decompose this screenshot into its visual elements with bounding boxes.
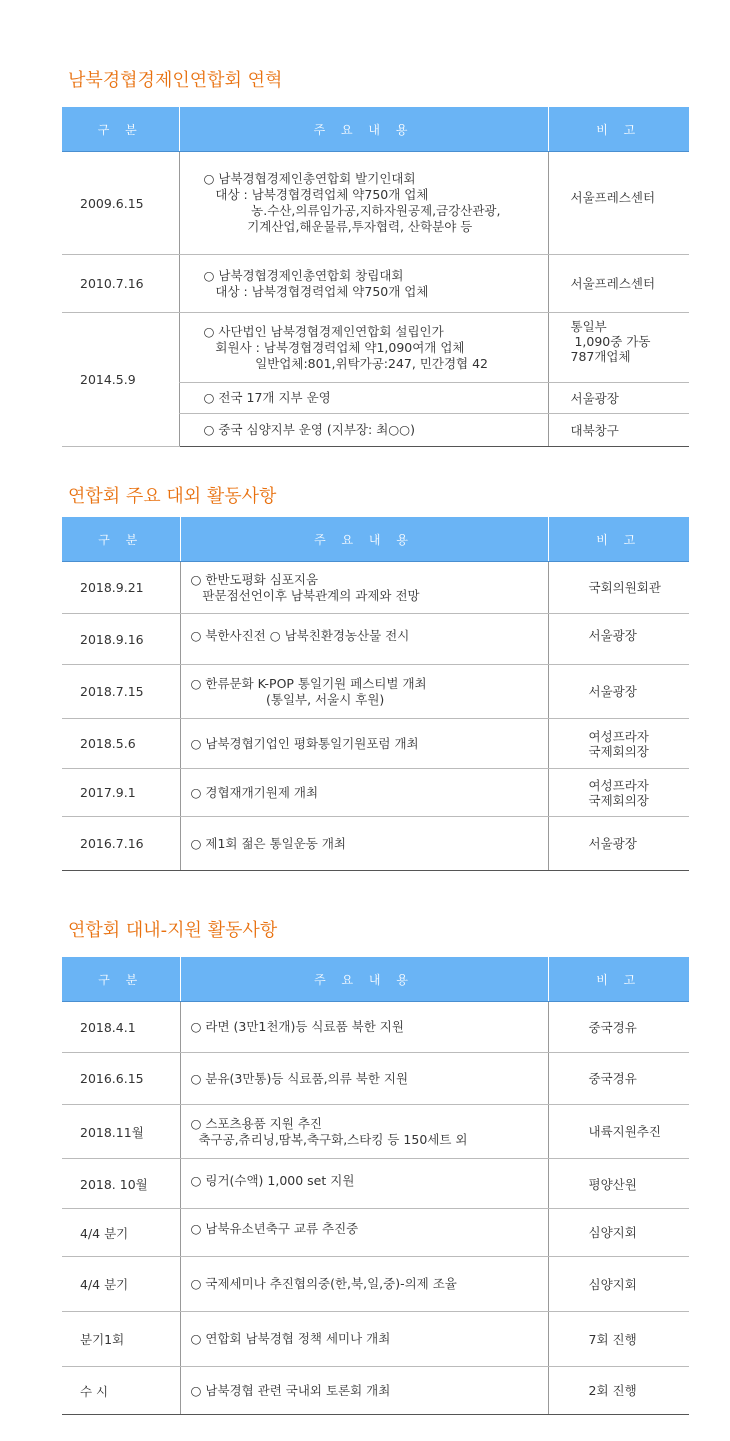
row-date: 4/4 분기 [62,1209,180,1257]
row-note [548,313,689,383]
row-date: 2016.6.15 [62,1053,180,1105]
row-note [548,562,689,614]
row-content [180,817,548,871]
note-line: 787개업체 [570,349,631,364]
note-line: 중국경유 [588,1019,637,1035]
content-line: ○ 국제세미나 추진협의중(한,북,일,중)-의제 조율 [190,1276,457,1291]
header-category: 구 분 [62,107,179,152]
note-line: 서울광장 [588,684,637,699]
row-note [548,383,689,414]
row-content [180,665,548,719]
content-line: ○ 스포츠용품 지원 추진 [190,1115,323,1131]
note-line: 서울프레스센터 [570,190,656,205]
content-line: ○ 사단법인 남북경협경제인연합회 설립인가 [203,323,444,339]
content-line: ○ 남북경협 관련 국내외 토론회 개최 [190,1382,391,1398]
row-note [548,1312,689,1367]
row-note [548,665,689,719]
row-content [180,1053,548,1105]
table-row [62,1159,689,1209]
content-line: ○ 한반도평화 심포지움 [190,571,319,587]
header-note: 비 고 [548,957,689,1002]
content-line: ○ 분유(3만통)등 식료품,의류 북한 지원 [190,1070,409,1086]
row-content [180,562,548,614]
row-note [548,719,689,769]
row-note [548,414,689,447]
content-line: ○ 라면 (3만1천개)등 식료품 북한 지원 [190,1019,404,1034]
header-category: 구 분 [62,517,180,562]
row-date: 2014.5.9 [62,313,179,447]
row-date: 2018.9.16 [62,614,180,665]
content-line: 판문점선언이후 남북관계의 과제와 전망 [190,587,420,603]
note-line: 여성프라자 [588,728,649,744]
table-row [62,1367,689,1415]
note-line: 서울광장 [570,390,619,406]
note-line: 평양산원 [588,1177,637,1192]
external-activities-table [62,517,689,871]
note-line: 1,090중 가동 [570,334,651,349]
content-line: 일반업체:801,위탁가공:247, 민간경협 42 [203,355,488,371]
table-row [62,614,689,665]
row-date: 2018.4.1 [62,1002,180,1053]
row-date: 2010.7.16 [62,255,179,313]
table-row [62,817,689,871]
content-line: 회원사 : 남북경협경력업체 약1,090여개 업체 [203,339,465,355]
table-row [62,769,689,817]
row-note [548,769,689,817]
table-row [62,1053,689,1105]
note-line: 서울프레스센터 [570,276,656,291]
content-line: 대상 : 남북경협경력업체 약750개 업체 [203,283,429,299]
history-table [62,107,689,447]
row-content [180,719,548,769]
content-line: (통일부, 서울시 후원) [190,691,385,707]
note-line: 대북창구 [570,422,619,438]
internal-support-table [62,957,689,1415]
row-content [179,383,548,414]
note-line: 2회 진행 [588,1383,637,1398]
note-line: 7회 진행 [588,1331,637,1347]
note-line: 통일부 [570,319,607,334]
content-line: ○ 남북유소년축구 교류 추진중 [190,1221,359,1236]
header-content: 주 요 내 용 [179,107,548,152]
note-line: 심양지회 [588,1225,637,1240]
section3-title: 연합회 대내-지원 활동사항 [68,920,278,941]
row-note [548,817,689,871]
header-category: 구 분 [62,957,180,1002]
row-date: 2018.7.15 [62,665,180,719]
section1-title: 남북경협경제인연합회 연혁 [68,70,283,91]
table-row [62,1312,689,1367]
content-line: 기계산업,해운물류,투자협력, 산학분야 등 [203,219,473,234]
note-line: 국제회의장 [588,792,649,808]
note-line: 심양지회 [588,1276,637,1292]
row-content [180,1105,548,1159]
row-content [179,313,548,383]
content-line: ○ 전국 17개 지부 운영 [203,390,331,405]
content-line: 농.수산,의류임가공,지하자원공제,금강산관광, [203,203,501,218]
content-line: ○ 한류문화 K-POP 통일기원 페스티벌 개최 [190,675,427,691]
row-note [548,1159,689,1209]
table-row [62,665,689,719]
row-date: 2018.11월 [62,1105,180,1159]
row-content [180,1002,548,1053]
content-line: ○ 남북경협기업인 평화통일기원포럼 개최 [190,735,419,751]
header-note: 비 고 [548,517,689,562]
content-line: 대상 : 남북경협경력업체 약750개 업체 [203,187,429,202]
content-line: ○ 중국 심양지부 운영 (지부장: 최○○) [203,422,415,437]
content-line: ○ 연합회 남북경협 정책 세미나 개최 [190,1331,391,1346]
row-date: 분기1회 [62,1312,180,1367]
row-content [180,1367,548,1415]
content-line: ○ 경협재개기원제 개최 [190,784,319,800]
table-row [62,255,689,313]
note-line: 서울광장 [588,628,637,643]
note-line: 여성프라자 [588,777,649,793]
row-note [548,1053,689,1105]
table-row [62,1105,689,1159]
row-content [180,1312,548,1367]
note-line: 서울광장 [588,836,637,851]
content-line: ○ 제1회 젊은 통일운동 개최 [190,835,347,851]
row-note [548,1209,689,1257]
row-content [180,1257,548,1312]
row-date: 2017.9.1 [62,769,180,817]
content-line: ○ 남북경협경제인총연합회 발기인대회 [203,171,416,186]
note-line: 국제회의장 [588,743,649,759]
content-line: ○ 북한사진전 ○ 남북친환경농산물 전시 [190,628,410,643]
table-row [62,1002,689,1053]
row-date: 2009.6.15 [62,152,179,255]
row-content [180,769,548,817]
row-date: 4/4 분기 [62,1257,180,1312]
row-date: 수 시 [62,1367,180,1415]
note-line: 중국경유 [588,1071,637,1086]
row-note [548,1257,689,1312]
note-line: 내륙지원추진 [588,1124,661,1139]
table-row [62,152,689,255]
table-row [62,719,689,769]
row-date: 2018. 10월 [62,1159,180,1209]
row-note [548,1105,689,1159]
content-line: ○ 링거(수액) 1,000 set 지원 [190,1173,355,1188]
content-line: 축구공,츄리닝,땀복,축구화,스타킹 등 150세트 외 [190,1131,468,1147]
row-content [179,414,548,447]
section2-title: 연합회 주요 대외 활동사항 [68,486,277,507]
header-content: 주 요 내 용 [180,957,548,1002]
row-content [180,614,548,665]
row-note [548,1002,689,1053]
row-note [548,614,689,665]
header-note: 비 고 [548,107,689,152]
row-note [548,255,689,313]
note-line: 국회의원회관 [588,580,661,595]
row-content [180,1209,548,1257]
table-row [62,562,689,614]
row-date: 2018.5.6 [62,719,180,769]
content-line: ○ 남북경협경제인총연합회 창립대회 [203,267,404,283]
row-content [179,152,548,255]
row-note [548,152,689,255]
header-content: 주 요 내 용 [180,517,548,562]
table-row [62,1257,689,1312]
row-date: 2016.7.16 [62,817,180,871]
row-content [180,1159,548,1209]
row-note [548,1367,689,1415]
row-date: 2018.9.21 [62,562,180,614]
row-content [179,255,548,313]
table-row [62,1209,689,1257]
table-row [62,313,689,383]
